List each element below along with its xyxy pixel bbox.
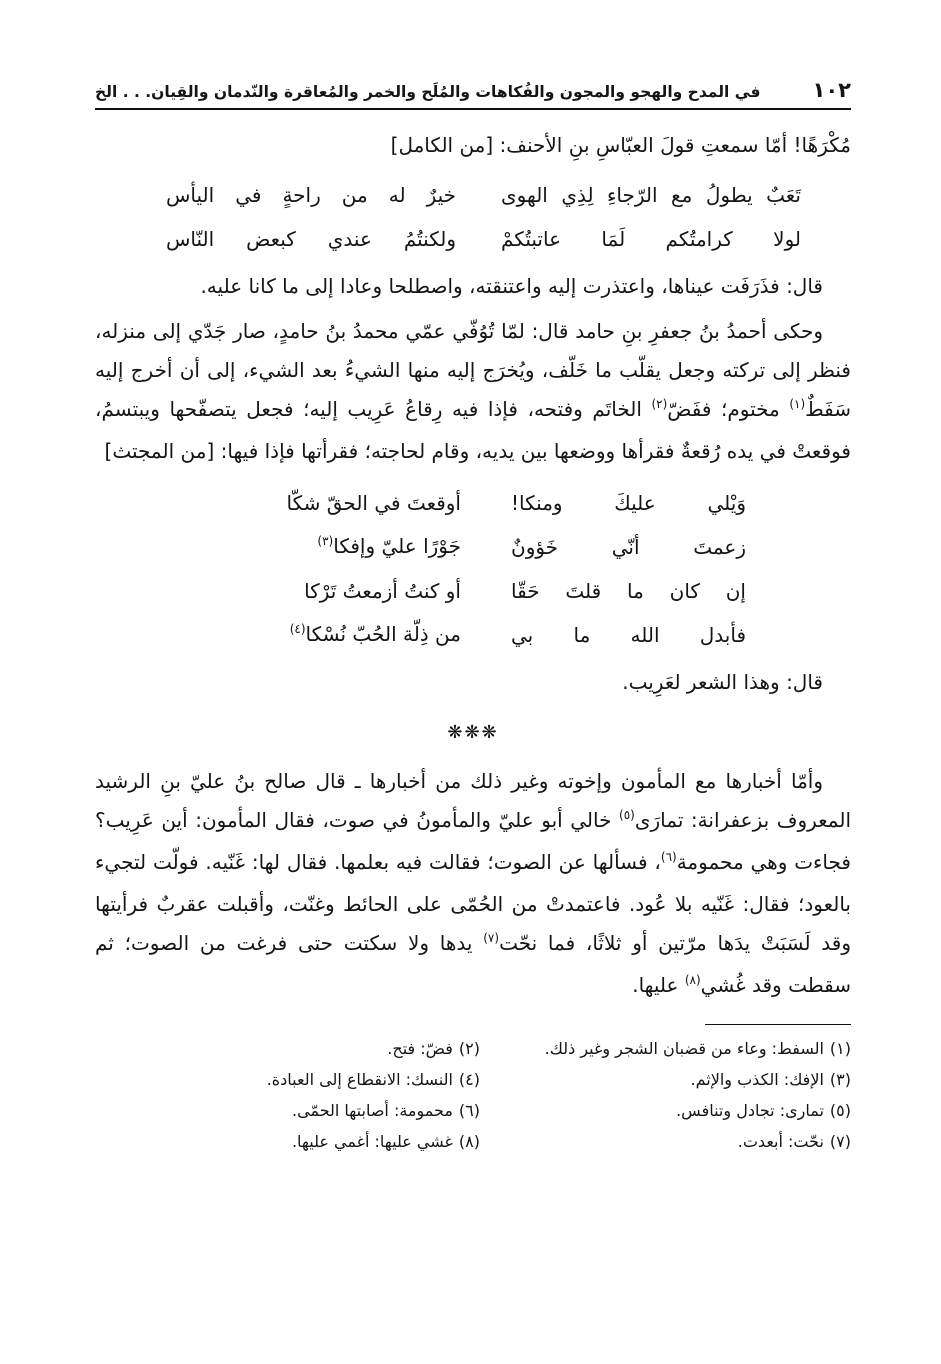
- verse: [95, 613, 851, 657]
- hemistich-right: تَعَبٌ يطولُ مع الرّجاءِ لِذِي الهوى: [501, 183, 801, 207]
- main-text: [95, 126, 851, 1008]
- hemistich-left: [221, 531, 461, 564]
- footnote-marker: (٣): [317, 533, 334, 548]
- hemistich-left: ولكنتُمُ عندي كبعض النّاس: [166, 227, 456, 251]
- hemistich-left: خيرٌ له من راحةٍ في اليأس: [166, 183, 456, 207]
- paragraph-text: الخاتَم وفتحه، فإذا فيه رِقاعُ عَرِيب إليه؛ فجعل يتصفّحها ويبتسمُ، فوقعتْ في يده رُقعةٌ فقرأها ووضعها بين يديه، وقام لحاجته؛ فقرأتها فإذا فيها:: [95, 397, 851, 463]
- footnote-item: [480, 1095, 851, 1126]
- footnote-text: محمومة: أصابتها الحمّى.: [292, 1101, 453, 1120]
- footnote-number: (٧): [829, 1132, 851, 1151]
- verse: [95, 569, 851, 613]
- hemistich-right: زعمتَ أنّي خَؤونٌ: [511, 535, 746, 559]
- paragraph-text: وأمّا أخبارها مع المأمون وإخوته وغير ذلك من أخبارها ـ قال صالح بنُ عليّ بنِ الرشيد المعروف بزعفرانة: تمارَى: [95, 769, 852, 832]
- hemistich-right: لولا كرامتُكم لَمَا عاتبتُكمْ: [501, 227, 801, 251]
- paragraph-intro: [95, 126, 851, 165]
- footnote-text: غشي عليها: أغمي عليها.: [291, 1132, 453, 1151]
- paragraph-text: عليها.: [632, 973, 685, 997]
- footnote-item: [95, 1095, 480, 1126]
- meter-label: [من المجتث]: [104, 439, 215, 463]
- footnote-number: (٦): [458, 1101, 480, 1120]
- paragraph-ahmad-narration: [95, 312, 851, 471]
- hemistich-right: فأبدل الله ما بي: [511, 623, 746, 647]
- hemistich-text: من ذِلّة الحُبّ نُسْكا: [305, 621, 461, 646]
- footnote-item: [95, 1033, 480, 1064]
- footnotes: [95, 1033, 851, 1157]
- footnote-marker: (٢): [651, 397, 668, 411]
- footnote-text: السفط: وعاء من قضبان الشجر وغير ذلك.: [544, 1039, 824, 1058]
- hemistich-text: أو كنتُ أزمعتُ تَرْكا: [304, 579, 461, 603]
- poem-kamil: [95, 173, 851, 261]
- hemistich-right: إن كان ما قلتَ حَقّا: [511, 579, 746, 603]
- footnote-number: (٤): [458, 1070, 480, 1089]
- hemistich-text: جَوْرًا عليّ وإفكا: [333, 533, 461, 558]
- paragraph-text: مُكْرَهًا! أمّا سمعتِ قولَ العبّاسِ بنِ الأحنف:: [493, 133, 851, 157]
- footnote-number: (١): [829, 1039, 851, 1058]
- footnote-marker: (٨): [684, 973, 701, 987]
- verse: [95, 217, 851, 261]
- footnote-marker: (٦): [660, 850, 677, 864]
- footnote-marker: (٤): [289, 621, 306, 636]
- paragraph-text: خالي أبو عليّ والمأمونُ في صوت، فقال المأمون: أين عَرِيب؟ فجاءت وهي محمومة: [95, 808, 851, 874]
- verse: [95, 173, 851, 217]
- footnote-marker: (٥): [619, 808, 635, 822]
- hemistich-left: [221, 619, 461, 652]
- footnote-number: (٢): [458, 1039, 480, 1058]
- footnote-text: تمارى: تجادل وتنافس.: [676, 1101, 824, 1120]
- running-header: [95, 76, 851, 110]
- paragraph-text: وحكى أحمدُ بنُ جعفرِ بنِ حامد قال: لمّا تُوُفّي عمّي محمدُ بنُ حامدٍ، صار جَدّي إلى منزله، فنظر إلى تركته وجعل يقلّب ما خَلّف، ويُخرَج إليه منها الشيءُ بعد الشيء، إلى أن أخرج إليه سَفَطٌ: [95, 319, 851, 421]
- footnote-number: (٥): [829, 1101, 851, 1120]
- paragraph-text: ، فسألها عن الصوت؛ فقالت فيه بعلمها. فقال لها: غَنّيه. فولّت لتجيء بالعود؛ فقال: غَنّيه بلا عُود. فاعتمدتْ من الحُمّى على الحائط وغنّت، وأقبلت عقربٌ فرأيتها وقد لَسَبَتْ يدَها مرّتين أو ثلاثًا، فما نحّت: [95, 850, 851, 955]
- hemistich-left: [221, 576, 461, 606]
- hemistich-text: أوقعتَ في الحقّ شكّا: [286, 491, 461, 515]
- footnote-text: الإفك: الكذب والإثم.: [690, 1070, 824, 1089]
- footnote-item: [480, 1033, 851, 1064]
- paragraph-text: يدها ولا سكتت حتى فرغت من الصوت؛ ثم سقطت وقد غُشي: [95, 931, 851, 997]
- verse: [95, 481, 851, 525]
- hemistich-left: [221, 488, 461, 518]
- footnote-item: [95, 1126, 480, 1157]
- footnote-text: فضّ: فتح.: [387, 1039, 453, 1058]
- page-number: ١٠٢: [812, 78, 851, 102]
- paragraph-attribution: قال: وهذا الشعر لعَرِيب.: [622, 670, 823, 694]
- paragraph-text: مختوم؛ ففَضّ: [667, 397, 790, 421]
- footnote-text: النسك: الانقطاع إلى العبادة.: [266, 1070, 453, 1089]
- footnote-marker: (٧): [483, 931, 500, 945]
- footnote-number: (٣): [829, 1070, 851, 1089]
- footnote-text: نحّت: أبعدت.: [737, 1132, 824, 1151]
- section-separator: ❋❋❋: [447, 722, 499, 743]
- poem-mujtath: [95, 481, 851, 657]
- footnote-item: [480, 1126, 851, 1157]
- footnote-marker: (١): [789, 397, 806, 411]
- footnote-item: [480, 1064, 851, 1095]
- running-title: في المدح والهجو والمجون والفُكاهات والمُلَح والخمر والمُعاقرة والنّدمان والقِيان. . . الخ: [95, 83, 761, 101]
- hemistich-right: وَيْلي عليكَ ومنكا!: [511, 491, 746, 515]
- footnote-rule: [705, 1024, 851, 1025]
- footnote-item: [95, 1064, 480, 1095]
- verse: [95, 525, 851, 569]
- paragraph-mamun-narration: [95, 762, 851, 1008]
- footnote-number: (٨): [458, 1132, 480, 1151]
- paragraph-reconciliation: قال: فذَرَفَت عيناها، واعتذرت إليه واعتنقته، واصطلحا وعادا إلى ما كانا عليه.: [200, 274, 823, 298]
- meter-label: [من الكامل]: [390, 133, 494, 157]
